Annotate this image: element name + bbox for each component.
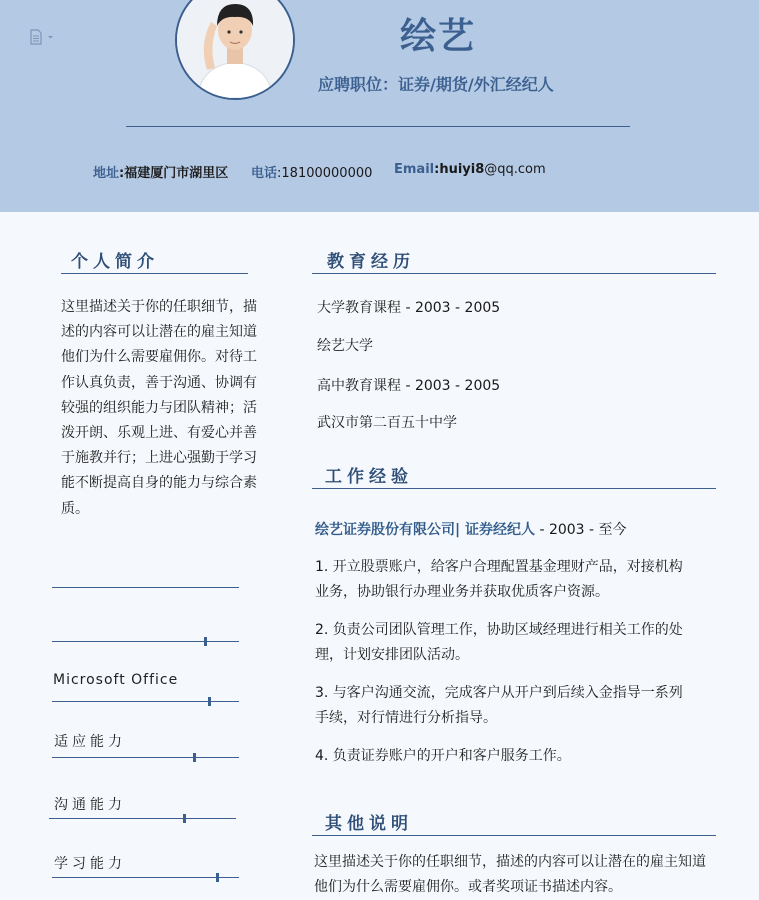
- email-value-domain: @qq.com: [484, 162, 546, 177]
- skill-bar-communication: [49, 818, 236, 819]
- contact-phone: [251, 162, 372, 181]
- other-section-title: 其他说明: [325, 814, 413, 834]
- profile-section-rule: [61, 273, 248, 274]
- education-school-2: 武汉市第二百五十中学: [317, 415, 457, 431]
- skill-level-marker: [183, 814, 186, 823]
- document-icon[interactable]: [29, 29, 55, 45]
- phone-value: :18100000000: [277, 166, 373, 181]
- address-value: :福建厦门市湖里区: [119, 166, 229, 181]
- contact-address: [93, 162, 228, 181]
- work-section-rule: [312, 488, 716, 489]
- address-label: 地址: [93, 166, 120, 181]
- profile-summary: 这里描述关于你的任职细节，描述的内容可以让潜在的雇主知道他们为什么需要雇佣你。对待工作认真负责，善于沟通、协调有较强的组织能力与团队精神；活泼开朗、乐观上进、有爱心并善于施教并行；上进心强勤于学习能不断提高自身的能力与综合素质。: [61, 299, 257, 517]
- skill-label-office: Microsoft Office: [53, 672, 179, 688]
- work-item-3: 3. 与客户沟通交流，完成客户从开户到后续入金指导一系列手续，对行情进行分析指导。: [315, 685, 683, 726]
- skill-bar-learning: [52, 877, 239, 878]
- skill-bar-1: [52, 587, 239, 588]
- contact-email: [394, 162, 546, 177]
- header-divider: [126, 126, 630, 127]
- skill-bar-2: [52, 641, 239, 642]
- work-item-4: 4. 负责证券账户的开户和客户服务工作。: [315, 748, 571, 764]
- skill-label-adaptability: 适应能力: [54, 734, 126, 750]
- skill-level-marker: [208, 697, 211, 706]
- position-value: 证券/期货/外汇经纪人: [398, 75, 554, 94]
- job-header: [315, 519, 627, 539]
- email-value-user: :huiyi8: [434, 162, 485, 177]
- education-course-1: 大学教育课程 - 2003 - 2005: [317, 300, 501, 316]
- candidate-name: 绘艺: [399, 16, 476, 57]
- email-label: Email: [394, 162, 435, 177]
- education-section-rule: [312, 273, 716, 274]
- work-item-2: 2. 负责公司团队管理工作，协助区域经理进行相关工作的处理，计划安排团队活动。: [315, 622, 683, 663]
- skill-level-marker: [193, 753, 196, 762]
- profile-section-title: 个人简介: [71, 252, 159, 272]
- profile-photo: [175, 0, 295, 100]
- work-section-title: 工作经验: [325, 467, 413, 487]
- education-school-1: 绘艺大学: [317, 338, 373, 354]
- resume-header: [0, 0, 759, 212]
- skill-level-marker: [216, 873, 219, 882]
- job-dates: - 2003 - 至今: [535, 522, 627, 538]
- other-section-rule: [312, 835, 716, 836]
- applied-position: [318, 72, 554, 95]
- skill-label-learning: 学习能力: [54, 856, 126, 872]
- education-course-2: 高中教育课程 - 2003 - 2005: [317, 378, 501, 394]
- skill-label-communication: 沟通能力: [54, 797, 126, 813]
- work-item-1: 1. 开立股票账户，给客户合理配置基金理财产品，对接机构业务，协助银行办理业务并获取优质客户资源。: [315, 559, 683, 600]
- position-label: 应聘职位：: [318, 75, 399, 94]
- education-section-title: 教育经历: [327, 252, 415, 272]
- phone-label: 电话: [251, 166, 278, 181]
- skill-bar-office: [52, 701, 239, 702]
- job-company: 绘艺证券股份有限公司| 证券经纪人: [315, 522, 535, 538]
- skill-level-marker: [204, 637, 207, 646]
- other-description: 这里描述关于你的任职细节，描述的内容可以让潜在的雇主知道他们为什么需要雇佣你。或者奖项证书描述内容。: [314, 854, 706, 895]
- skill-bar-adaptability: [52, 757, 239, 758]
